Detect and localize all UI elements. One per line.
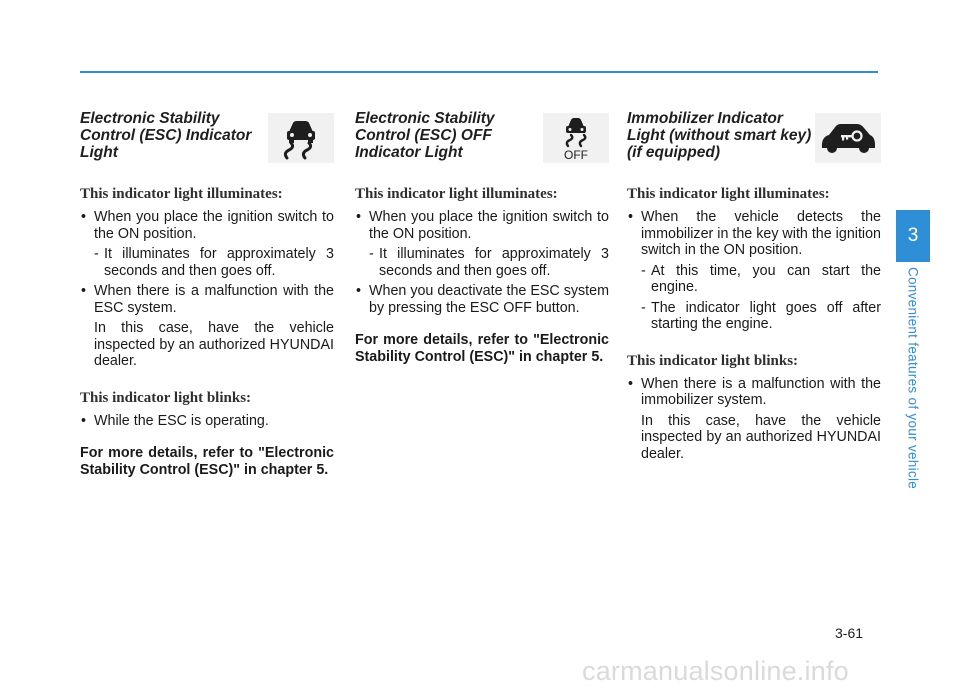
esc-off-label: OFF (564, 148, 588, 161)
paragraph: In this case, have the vehicle inspected by an authorized HYUNDAI dealer. (641, 412, 881, 462)
dash-item: - At this time, you can start the engine. (627, 263, 881, 296)
reference-note: For more details, refer to "Electronic Stability Control (ESC)" in chapter 5. (80, 445, 334, 478)
esc-off-icon (543, 113, 609, 163)
section-title: Electronic Stability Control (ESC) OFF Indicator Light (355, 110, 495, 161)
bullet-item: • When you place the ignition switch to the ON position. (80, 209, 334, 242)
section-immobilizer-indicator (627, 110, 881, 462)
dash-item: - It illuminates for approximately 3 seconds and then goes off. (80, 246, 334, 279)
bullet-item: • When you place the ignition switch to the ON position. (355, 209, 609, 242)
chapter-side-title: Convenient features of your vehicle (905, 266, 921, 490)
bullet-item: • When there is a malfunction with the immobilizer system. (627, 376, 881, 409)
bullet-item: • When the vehicle detects the immobilizer in the key with the ignition switch in the ON position. (627, 209, 881, 259)
section-header (80, 110, 334, 166)
section-title: Immobilizer Indicator Light (without smart key) (if equipped) (627, 110, 812, 161)
illuminates-heading: This indicator light illuminates: (355, 186, 558, 202)
bullet-item: • When you deactivate the ESC system by pressing the ESC OFF button. (355, 283, 609, 316)
section-header (627, 110, 881, 166)
section-header (355, 110, 609, 166)
section-esc-indicator (80, 110, 334, 478)
blinks-heading: This indicator light blinks: (627, 352, 799, 369)
dash-item: - The indicator light goes off after starting the engine. (627, 300, 881, 333)
bullet-item: • While the ESC is operating. (80, 413, 334, 430)
section-title: Electronic Stability Control (ESC) Indicator Light (80, 110, 252, 161)
watermark: carmanualsonline.info (582, 656, 849, 686)
illuminates-heading: This indicator light illuminates: (80, 186, 283, 202)
bullet-item: • When there is a malfunction with the ESC system. (80, 283, 334, 316)
illuminates-heading: This indicator light illuminates: (627, 186, 830, 202)
chapter-tab: 3 (896, 210, 930, 262)
reference-note: For more details, refer to "Electronic Stability Control (ESC)" in chapter 5. (355, 332, 609, 365)
dash-item: - It illuminates for approximately 3 seconds and then goes off. (355, 246, 609, 279)
top-rule (80, 71, 878, 73)
page-number: 3-61 (835, 625, 864, 641)
esc-skid-icon (268, 113, 334, 163)
blinks-heading: This indicator light blinks: (80, 389, 252, 406)
paragraph: In this case, have the vehicle inspected by an authorized HYUNDAI dealer. (94, 320, 334, 369)
immobilizer-key-icon (815, 113, 881, 163)
section-esc-off-indicator (355, 110, 609, 365)
